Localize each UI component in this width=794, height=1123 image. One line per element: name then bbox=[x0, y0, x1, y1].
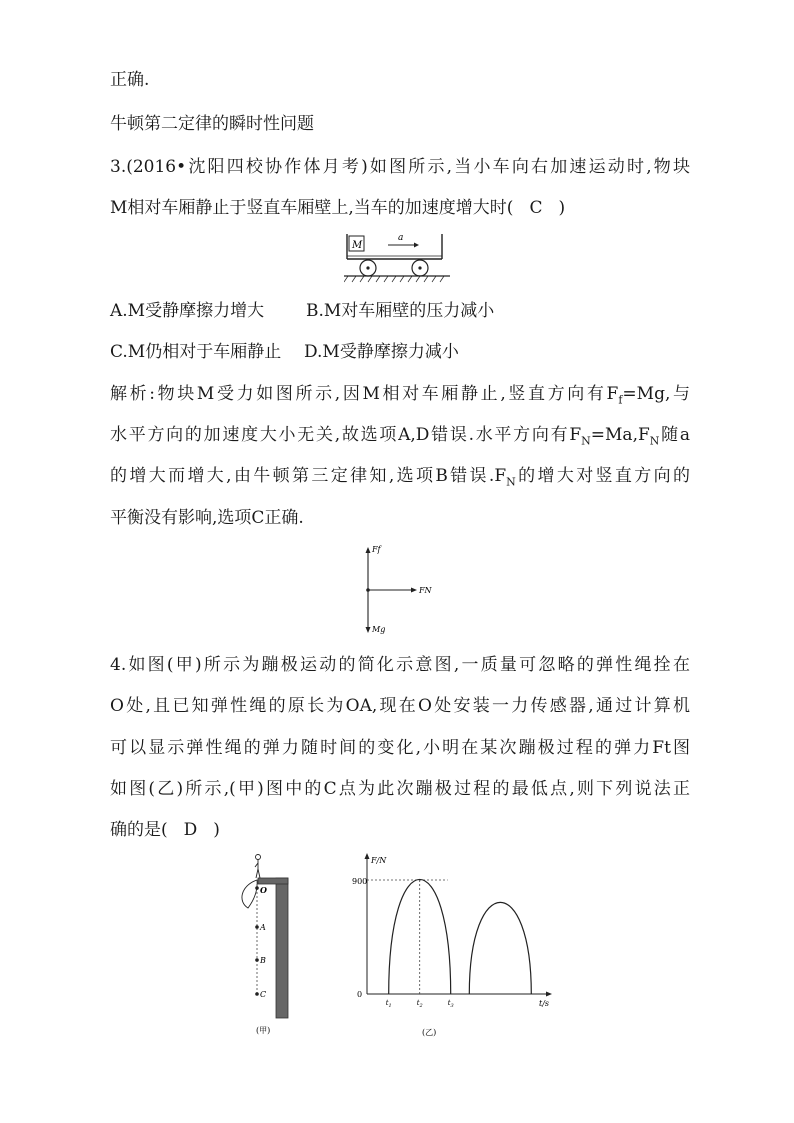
subscript: N bbox=[649, 434, 660, 448]
q3-option-d: D.M受静摩擦力减小 bbox=[304, 342, 459, 362]
x-tick-t3: $t_3$ bbox=[447, 999, 454, 1009]
q3-answer: C bbox=[529, 198, 543, 218]
subscript: N bbox=[506, 475, 516, 489]
q3-options-row-2 bbox=[110, 340, 690, 364]
q4-figure-yi-chart bbox=[352, 852, 562, 1042]
caption-jia: (甲) bbox=[256, 1026, 271, 1035]
q3-stem-line-1: 3.(2016•沈阳四校协作体月考)如图所示,当小车向右加速运动时,物块 bbox=[110, 157, 690, 177]
accel-label: a bbox=[398, 233, 404, 243]
label-b: B bbox=[260, 956, 266, 965]
force-up-label: Ff bbox=[372, 545, 381, 554]
q4-answer: D bbox=[183, 820, 198, 840]
q4-figure-jia bbox=[236, 850, 300, 1040]
analysis-text: 水平方向的加速度大小无关,故选项A,D错误.水平方向有F bbox=[110, 425, 582, 445]
right-wheel-hub bbox=[418, 266, 421, 269]
point-b bbox=[255, 958, 259, 962]
q3-cart-figure bbox=[344, 228, 450, 284]
force-down-label: Mg bbox=[372, 625, 386, 634]
label-o: O bbox=[260, 885, 267, 895]
q4-stem-line-1: 4.如图(甲)所示为蹦极运动的简化示意图,一质量可忽略的弹性绳拴在 bbox=[110, 655, 690, 675]
x-tick-t2: $t_2$ bbox=[416, 999, 423, 1009]
previous-answer-tail: 正确. bbox=[110, 70, 150, 90]
q3-close-paren: ) bbox=[558, 198, 566, 218]
analysis-text: =Mg,与 bbox=[622, 384, 690, 404]
x-tick-t1: $t_1$ bbox=[385, 999, 392, 1009]
q4-stem-line-3: 可以显示弹性绳的弹力随时间的变化,小明在某次蹦极过程的弹力Ft图 bbox=[110, 738, 690, 758]
x-axis-arrow bbox=[546, 992, 552, 997]
point-c bbox=[255, 992, 259, 996]
q4-stem-line-5 bbox=[110, 818, 690, 842]
jumper-figure bbox=[255, 855, 261, 879]
x-axis-label: t/s bbox=[539, 999, 550, 1008]
label-a: A bbox=[260, 923, 266, 932]
left-wheel-hub bbox=[366, 266, 369, 269]
force-up-head bbox=[366, 547, 371, 553]
y-axis-arrow bbox=[365, 853, 370, 859]
force-right-label: FN bbox=[419, 586, 432, 595]
force-origin bbox=[366, 588, 370, 592]
platform-wall bbox=[276, 878, 288, 1018]
force-down-head bbox=[366, 627, 371, 633]
q3-stem-text: M相对车厢静止于竖直车厢壁上,当车的加速度增大时( bbox=[110, 198, 514, 218]
q4-stem-line-4: 如图(乙)所示,(甲)图中的C点为此次蹦极过程的最低点,则下列说法正 bbox=[110, 779, 690, 799]
accel-arrow-head bbox=[414, 243, 419, 248]
q4-close-paren: ) bbox=[213, 820, 220, 840]
analysis-text: 的增大而增大,由牛顿第三定律知,选项B错误.F bbox=[110, 466, 507, 486]
platform-top bbox=[258, 878, 288, 884]
q3-analysis-line-4: 平衡没有影响,选项C正确. bbox=[110, 508, 304, 528]
block-m-label: M bbox=[352, 240, 363, 251]
section-heading: 牛顿第二定律的瞬时性问题 bbox=[110, 114, 314, 134]
subscript: f bbox=[618, 393, 623, 407]
q3-options-row-1 bbox=[110, 299, 690, 323]
y-tick-900: 900 bbox=[352, 877, 368, 886]
analysis-text: 的增大对竖直方向的 bbox=[515, 466, 691, 486]
force-right-head bbox=[411, 588, 417, 593]
q3-option-b: B.M对车厢壁的压力减小 bbox=[306, 301, 495, 321]
q3-option-a: A.M受静摩擦力增大 bbox=[110, 301, 265, 321]
label-c: C bbox=[260, 990, 267, 999]
y-tick-0: 0 bbox=[357, 990, 363, 999]
q4-stem-line-2: O处,且已知弹性绳的原长为OA,现在O处安装一力传感器,通过计算机 bbox=[110, 696, 690, 716]
y-axis-label: F/N bbox=[371, 856, 387, 865]
subscript: N bbox=[581, 434, 591, 448]
q3-analysis-line-3 bbox=[110, 464, 690, 494]
ground-hatching bbox=[344, 276, 444, 282]
analysis-text: 解析:物块M受力如图所示,因M相对车厢静止,竖直方向有F bbox=[110, 384, 619, 404]
rope-loop bbox=[242, 880, 257, 908]
second-arch bbox=[469, 902, 531, 994]
point-a bbox=[255, 925, 259, 929]
point-o bbox=[255, 886, 259, 890]
q3-stem-line-2 bbox=[110, 196, 690, 220]
q3-force-diagram bbox=[355, 542, 445, 638]
q4-stem-text: 确的是( bbox=[110, 820, 168, 840]
q3-analysis-line-2 bbox=[110, 423, 690, 453]
q3-option-c: C.M仍相对于车厢静止 bbox=[110, 342, 282, 362]
analysis-text: =Ma,F bbox=[590, 425, 650, 445]
q3-analysis-line-1 bbox=[110, 382, 690, 412]
caption-yi: (乙) bbox=[422, 1028, 437, 1037]
analysis-text: 随a bbox=[659, 425, 691, 445]
